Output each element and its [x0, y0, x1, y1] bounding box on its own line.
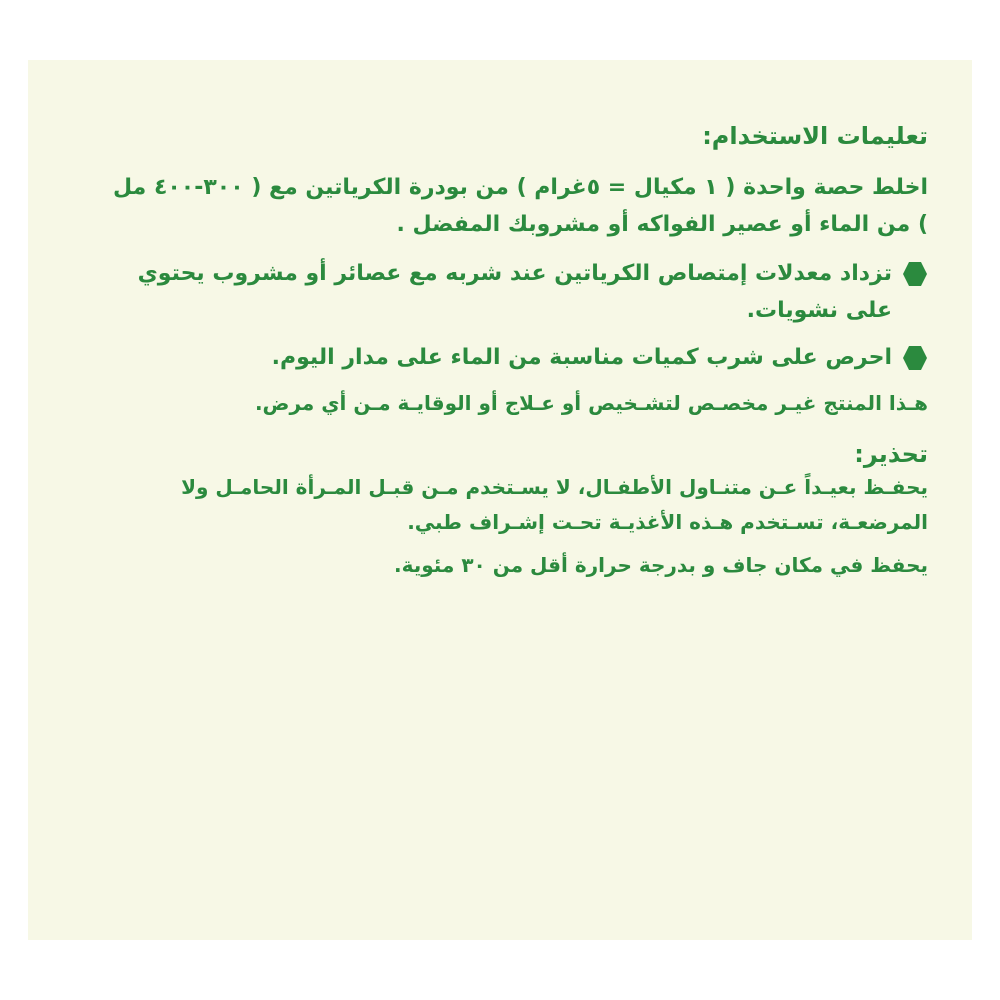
warning-heading: تحذير: — [854, 440, 928, 468]
bullet-item — [100, 339, 928, 376]
hexagon-bullet-icon — [902, 261, 928, 287]
disclaimer-text: هـذا المنتج غيـر مخصـص لتشـخيص أو عـلاج أو الوقايـة مـن أي مرض. — [254, 391, 928, 415]
warning-text: يحفـظ بعيـداً عـن متنـاول الأطفـال، لا يسـتخدم مـن قبـل المـرأة الحامـل ولا المرضعـة، تسـتخدم هـذه الأغذيـة تحـت إشـراف طبي. — [181, 475, 928, 534]
bullet-text: تزداد معدلات إمتصاص الكرياتين عند شربه مع عصائر أو مشروب يحتوي على نشويات. — [137, 261, 892, 323]
storage-text: يحفظ في مكان جاف و بدرجة حرارة أقل من ٣٠ مئوية. — [394, 553, 928, 577]
product-label-content — [100, 118, 928, 591]
mixing-instructions: اخلط حصة واحدة ( ١ مكيال = ٥غرام ) من بودرة الكرياتين مع ( ٣٠٠-٤٠٠ مل ) من الماء أو عصير الفواكه أو مشروبك المفضل . — [113, 175, 928, 237]
bullet-text: احرص على شرب كميات مناسبة من الماء على مدار اليوم. — [271, 345, 892, 370]
bullet-item — [100, 255, 928, 329]
hexagon-bullet-icon — [902, 345, 928, 371]
instructions-heading: تعليمات الاستخدام: — [702, 122, 928, 150]
